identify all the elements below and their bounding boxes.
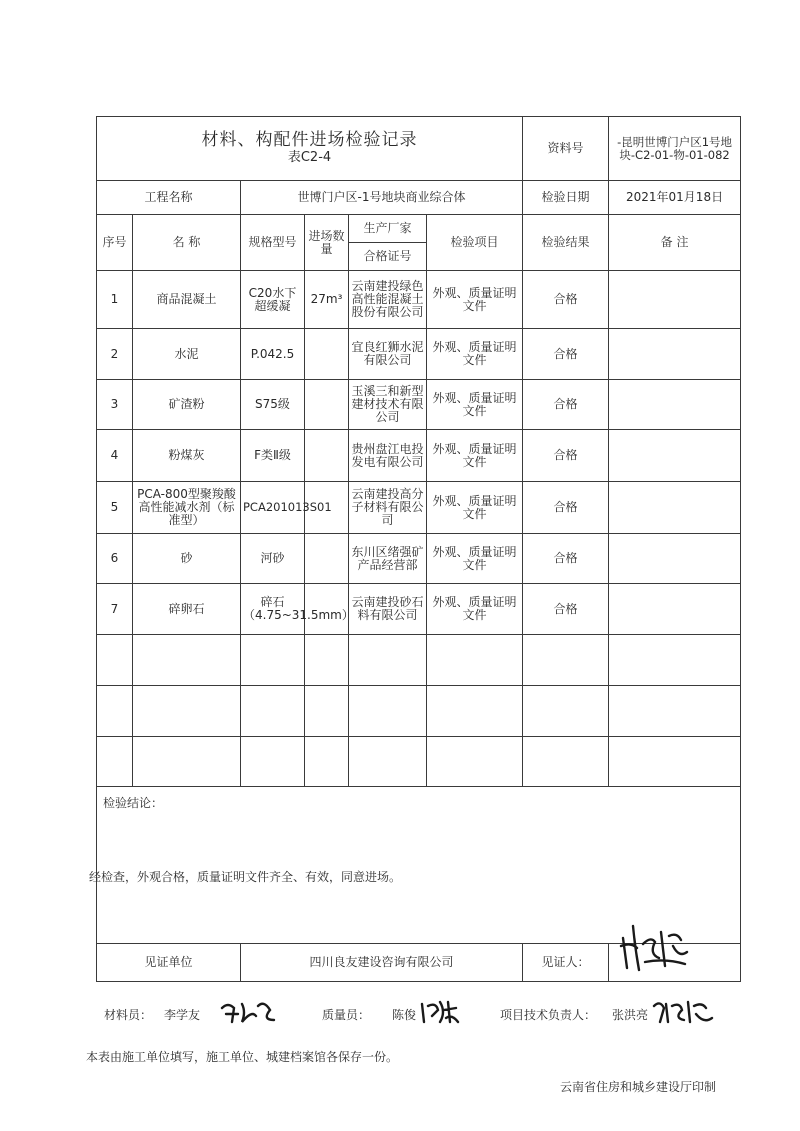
row-seq: 6 (97, 534, 133, 584)
table-row (97, 482, 741, 534)
row-spec: S75级 (241, 380, 305, 430)
witness-unit-label: 见证单位 (97, 944, 241, 982)
row-items: 外观、质量证明文件 (427, 482, 523, 534)
witness-signature-cell (609, 944, 741, 982)
row-result: 合格 (523, 271, 609, 329)
row-remark (609, 329, 741, 380)
row-spec: P.042.5 (241, 329, 305, 380)
tech-lead-name: 张洪亮 (612, 1008, 649, 1022)
table-row (97, 380, 741, 430)
col-maker: 生产厂家 (349, 215, 427, 243)
row-seq: 2 (97, 329, 133, 380)
col-spec: 规格型号 (241, 215, 305, 271)
row-items: 外观、质量证明文件 (427, 380, 523, 430)
row-name: 粉煤灰 (133, 430, 241, 482)
doc-no-value: -昆明世博门户区1号地块-C2-01-物-01-082 (609, 117, 741, 181)
inspection-date-value: 2021年01月18日 (609, 181, 741, 215)
inspection-date-label: 检验日期 (523, 181, 609, 215)
row-seq: 3 (97, 380, 133, 430)
row-maker: 玉溪三和新型建材技术有限公司 (349, 380, 427, 430)
quality-inspector-name: 陈俊 (392, 1008, 417, 1022)
doc-no-label: 资料号 (523, 117, 609, 181)
row-spec: C20水下超缓凝 (241, 271, 305, 329)
row-remark (609, 430, 741, 482)
row-remark (609, 584, 741, 635)
col-remark: 备 注 (609, 215, 741, 271)
printer-note: 云南省住房和城乡建设厅印制 (560, 1080, 717, 1094)
row-items: 外观、质量证明文件 (427, 534, 523, 584)
witness-signature-icon (615, 918, 695, 976)
row-spec: PCA201013S01 (241, 482, 305, 534)
quality-inspector-label: 质量员： (322, 1008, 371, 1022)
row-spec: 河砂 (241, 534, 305, 584)
col-result: 检验结果 (523, 215, 609, 271)
table-row (97, 584, 741, 635)
row-items: 外观、质量证明文件 (427, 329, 523, 380)
conclusion-label: 检验结论： (103, 796, 164, 810)
row-name: 商品混凝土 (133, 271, 241, 329)
witness-person-label: 见证人： (523, 944, 609, 982)
fill-note: 本表由施工单位填写，施工单位、城建档案馆各保存一份。 (86, 1050, 399, 1064)
row-maker: 云南建投砂石料有限公司 (349, 584, 427, 635)
project-name-value: 世博门户区-1号地块商业综合体 (241, 181, 523, 215)
col-seq: 序号 (97, 215, 133, 271)
form-title-cell (97, 117, 523, 181)
row-result: 合格 (523, 430, 609, 482)
form-code: 表C2-4 (287, 149, 332, 165)
table-row-empty (97, 737, 741, 787)
row-maker: 贵州盘江电投发电有限公司 (349, 430, 427, 482)
row-remark (609, 482, 741, 534)
row-result: 合格 (523, 329, 609, 380)
row-name: 矿渣粉 (133, 380, 241, 430)
row-qty (305, 329, 349, 380)
row-spec: 碎石（4.75~31.5mm） (241, 584, 305, 635)
row-result: 合格 (523, 534, 609, 584)
form-title: 材料、构配件进场检验记录 (201, 129, 418, 150)
row-remark (609, 271, 741, 329)
row-items: 外观、质量证明文件 (427, 584, 523, 635)
row-maker: 云南建投高分子材料有限公司 (349, 482, 427, 534)
material-clerk-signature-icon (218, 996, 278, 1026)
row-qty (305, 534, 349, 584)
row-spec: F类Ⅱ级 (241, 430, 305, 482)
col-name: 名 称 (133, 215, 241, 271)
material-clerk-name: 李学友 (164, 1008, 201, 1022)
col-items: 检验项目 (427, 215, 523, 271)
row-maker: 云南建投绿色高性能混凝土股份有限公司 (349, 271, 427, 329)
row-qty: 27m³ (305, 271, 349, 329)
row-name: 碎卵石 (133, 584, 241, 635)
table-row (97, 329, 741, 380)
table-row (97, 271, 741, 329)
material-clerk-label: 材料员： (104, 1008, 153, 1022)
row-result: 合格 (523, 584, 609, 635)
row-maker: 东川区绪强矿产品经营部 (349, 534, 427, 584)
row-name: PCA-800型聚羧酸高性能减水剂（标准型） (133, 482, 241, 534)
row-name: 砂 (133, 534, 241, 584)
row-result: 合格 (523, 380, 609, 430)
project-name-label: 工程名称 (97, 181, 241, 215)
quality-inspector-signature-icon (418, 996, 460, 1026)
conclusion-text: 经检查，外观合格，质量证明文件齐全、有效，同意进场。 (89, 870, 402, 884)
witness-unit-value: 四川良友建设咨询有限公司 (241, 944, 523, 982)
tech-lead-signature-icon (650, 996, 716, 1026)
row-maker: 宜良红狮水泥有限公司 (349, 329, 427, 380)
row-items: 外观、质量证明文件 (427, 430, 523, 482)
tech-lead-label: 项目技术负责人： (500, 1008, 597, 1022)
row-items: 外观、质量证明文件 (427, 271, 523, 329)
table-row-empty (97, 635, 741, 686)
table-row (97, 534, 741, 584)
table-row (97, 430, 741, 482)
row-seq: 5 (97, 482, 133, 534)
row-seq: 1 (97, 271, 133, 329)
col-cert: 合格证号 (349, 243, 427, 271)
row-remark (609, 380, 741, 430)
row-result: 合格 (523, 482, 609, 534)
row-name: 水泥 (133, 329, 241, 380)
table-row-empty (97, 686, 741, 737)
row-remark (609, 534, 741, 584)
row-seq: 4 (97, 430, 133, 482)
row-qty (305, 380, 349, 430)
inspection-form-table (89, 116, 741, 982)
col-qty: 进场数量 (305, 215, 349, 271)
row-qty (305, 430, 349, 482)
row-seq: 7 (97, 584, 133, 635)
